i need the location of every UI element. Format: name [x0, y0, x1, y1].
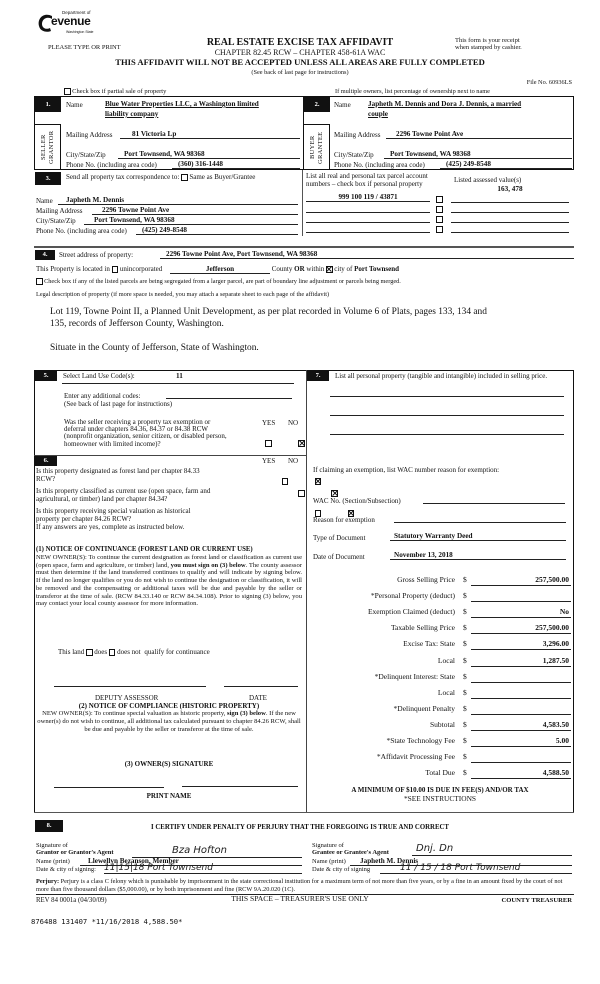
seller-name-cont[interactable]: liability company: [105, 110, 159, 118]
buyer-phone-label: Phone No. (including area code): [334, 161, 425, 169]
currency-symbol: $: [463, 687, 467, 697]
does-label: does: [94, 648, 108, 656]
section-3-bottom-rule: [34, 246, 574, 248]
reason-input[interactable]: [394, 513, 566, 523]
agency-logo-text: evenue: [51, 14, 91, 28]
seller-phone-label: Phone No. (including area code): [66, 161, 157, 169]
same-as-buyer-label: Same as Buyer/Grantee: [189, 173, 256, 181]
exemption-claim-label: If claiming an exemption, list WAC number reason for exemption:: [313, 466, 500, 474]
amount-value[interactable]: 257,500.00: [471, 624, 571, 634]
parcel-number[interactable]: 999 100 119 / 43871: [306, 193, 430, 202]
assessed-header: Listed assessed value(s): [454, 176, 522, 184]
amount-value[interactable]: [471, 753, 571, 763]
city-of-label: city of: [334, 265, 353, 273]
agency-line2: Washington State: [66, 30, 94, 34]
correspondence-name[interactable]: Japheth M. Dennis: [58, 196, 298, 205]
assessed-value[interactable]: 163, 478: [451, 185, 569, 203]
amount-row: [305, 576, 573, 587]
wac-input[interactable]: [423, 494, 565, 504]
or-label: OR: [294, 265, 305, 273]
personal-property-checkbox[interactable]: [436, 206, 443, 213]
perjury-certification: I CERTIFY UNDER PENALTY OF PERJURY THAT THE FOREGOING IS TRUE AND CORRECT: [151, 824, 449, 831]
correspondence-text: Send all property tax correspondence to:: [66, 173, 180, 181]
forest-no-checkbox[interactable]: [315, 478, 322, 485]
perjury-text: Perjury is a class C felony which is punishable by imprisonment in the state correctional institution for a maximum term of not more than five years, or by a fine in an amount fixed by the court of not more than five thousand dollars ($5,000.00), or by both imprisonment and fine (RCW 9A.20.020 (1C).: [36, 878, 563, 893]
same-as-buyer-checkbox[interactable]: [181, 174, 188, 181]
seller-side-tab: [35, 124, 61, 170]
legal-description-3: Situate in the County of Jefferson, State of Washington.: [50, 343, 259, 353]
s6-question-2: [36, 487, 264, 503]
form-title: REAL ESTATE EXCISE TAX AFFIDAVIT: [206, 37, 394, 48]
current-use-no-checkbox[interactable]: [331, 490, 338, 497]
s6-q3-line2: property per chapter 84.26 RCW?: [36, 515, 132, 524]
seller-city-label: City/State/Zip: [66, 151, 106, 159]
currency-symbol: $: [463, 655, 467, 665]
parcel-row: [306, 223, 572, 233]
grantor-print-name[interactable]: Llewellyn Bezanson, Member: [80, 857, 302, 866]
perjury-label: Perjury:: [36, 878, 60, 885]
amount-row: [305, 689, 573, 700]
does-checkbox[interactable]: [86, 649, 93, 656]
notice2-text-bold: sign (3) below: [227, 710, 266, 717]
amount-value[interactable]: 1,287.50: [471, 657, 571, 667]
grantor-date-label: Date & city of signing:: [36, 866, 96, 873]
currency-symbol: $: [463, 591, 467, 601]
currency-symbol: $: [463, 768, 467, 778]
grantee-signature[interactable]: Dnj. Dn: [412, 843, 572, 856]
parcel-number[interactable]: [306, 203, 430, 213]
this-land-label: This land: [58, 648, 85, 656]
personal-property-line-2[interactable]: [330, 408, 564, 416]
s6-question-3: [36, 507, 264, 531]
s6-question-1: [36, 467, 256, 483]
treasurer-stamp: 876488 131407 *11/16/2018 4,588.50*: [31, 917, 183, 926]
s6-q3-line1: Is this property receiving special valuation as historical: [36, 507, 191, 515]
wac-label: WAC No. (Section/Subsection): [313, 497, 401, 505]
segregated-row: [36, 278, 401, 285]
property-city: Port Townsend: [354, 265, 400, 273]
see-instructions: *SEE INSTRUCTIONS: [403, 794, 477, 803]
seller-name-label: Name: [66, 101, 83, 109]
correspondence-phone[interactable]: (425) 249-8548: [136, 226, 298, 235]
treasurer-space-label: THIS SPACE – TREASURER'S USE ONLY: [231, 894, 369, 903]
section-3-divider: [302, 170, 303, 236]
currency-symbol: $: [463, 736, 467, 745]
amount-label: Gross Selling Price: [397, 575, 455, 584]
legal-description-1: Lot 119, Towne Point II, a Planned Unit Development, as per plat recorded in Volume 6 of Plats, pages 133, 134 and: [50, 307, 487, 317]
amount-value[interactable]: 3,296.00: [471, 640, 571, 650]
personal-property-checkbox[interactable]: [436, 196, 443, 203]
section-5-badge: 5.: [35, 371, 57, 381]
personal-property-line-1[interactable]: [330, 389, 564, 397]
amount-value[interactable]: [471, 673, 571, 683]
buyer-mailing[interactable]: 2296 Towne Point Ave: [386, 130, 572, 139]
print-name-label: PRINT NAME: [146, 792, 192, 800]
grantee-date-city[interactable]: 11 / 15 / 18 Port Townsend: [380, 863, 572, 874]
perjury-notice: [36, 878, 574, 895]
section-3-badge: 3.: [35, 172, 61, 185]
currency-symbol: $: [463, 703, 467, 713]
buyer-phone[interactable]: (425) 249-8548: [440, 160, 572, 169]
grantee-name-label: Name (print): [312, 858, 346, 865]
doc-date[interactable]: November 13, 2018: [390, 551, 566, 560]
seller-city[interactable]: Port Townsend, WA 98368: [118, 150, 300, 159]
exemption-question-3: (nonprofit organization, senior citizen, or disabled person,: [64, 432, 227, 440]
section-8-top-rule: [34, 812, 574, 813]
county-label: County: [271, 265, 293, 273]
grantee-print-name[interactable]: Japheth M. Dennis: [350, 857, 572, 866]
s6-q2-line1: Is this property classified as current use (open space, farm and: [36, 487, 211, 495]
grantor-signature[interactable]: Bza Hofton: [132, 845, 302, 858]
notice1-text-b: . The county assessor must then determine if the land transferred continues to qualify and will indicate by signing below. If the land no longer qualifies or you do not wish to continue the designation or classification, it will be removed and the compensating or additional taxes will be due and payable by the seller or transferor at the time of sale. (RCW 84.33.140 or RCW 84.34.108). Prior to signing (3) below, you may contact your local county assessor for more information.: [36, 561, 302, 608]
unincorporated-checkbox[interactable]: [112, 266, 119, 273]
please-type-label: PLEASE TYPE OR PRINT: [48, 44, 121, 51]
multiple-owners-note: If multiple owners, list percentage of ownership next to name: [335, 88, 490, 95]
section-2-badge: 2.: [304, 97, 330, 112]
current-use-yes-checkbox[interactable]: [298, 490, 305, 497]
notice2-text-b: . If the new owner(s) do not wish to continue, all additional tax calculated pursuant to chapter 84.26 RCW, shall be due and payable by the seller or transferor at the time of sale.: [37, 710, 301, 733]
file-number: File No. 60936LS: [526, 79, 572, 86]
amount-label: Taxable Selling Price: [390, 623, 455, 633]
amount-row: [305, 608, 573, 619]
no-header: NO: [288, 419, 299, 427]
amount-value[interactable]: No: [471, 608, 571, 618]
partial-sale-label: Check box if partial sale of property: [72, 88, 167, 95]
amount-label: Local: [437, 655, 455, 665]
buyer-label: BUYER: [308, 135, 316, 160]
section-1-badge: 1.: [35, 97, 61, 112]
section-4-badge: 4.: [35, 250, 55, 260]
assessed-value[interactable]: [451, 203, 569, 213]
correspondence-name-label: Name: [36, 197, 53, 205]
county-treasurer-label: COUNTY TREASURER: [501, 897, 572, 904]
parcel-header-2: numbers – check box if personal property: [306, 180, 423, 188]
buyer-name-cont[interactable]: couple: [368, 110, 388, 118]
grantee-sig-label-1: Signature of: [312, 842, 344, 849]
notice2-text: [36, 710, 302, 733]
seller-label: SELLER: [39, 134, 47, 161]
seller-phone[interactable]: (360) 316-1448: [172, 160, 300, 169]
deputy-assessor-label: DEPUTY ASSESSOR: [95, 694, 159, 702]
does-not-label: does not: [117, 648, 141, 656]
owner-signature-label: (3) OWNER(S) SIGNATURE: [124, 760, 214, 768]
buyer-name-label: Name: [334, 101, 351, 109]
correspondence-phone-label: Phone No. (including area code): [36, 227, 127, 235]
notice1-title: (1) NOTICE OF CONTINUANCE (FOREST LAND OR CURRENT USE): [36, 546, 253, 553]
reason-label: Reason for exemption: [313, 516, 375, 524]
amount-label: *Delinquent Interest: State: [374, 671, 455, 681]
parcel-number[interactable]: [306, 213, 430, 223]
amount-label: Subtotal: [429, 719, 455, 729]
owner-signature-line[interactable]: [54, 787, 164, 788]
warning-banner: THIS AFFIDAVIT WILL NOT BE ACCEPTED UNLESS ALL AREAS ARE FULLY COMPLETED: [115, 57, 485, 67]
amount-label: Excise Tax: State: [403, 639, 455, 649]
amount-value[interactable]: [471, 689, 571, 699]
segregated-checkbox[interactable]: [36, 278, 43, 285]
partial-sale-checkbox[interactable]: [64, 88, 71, 95]
receipt-note-2: when stamped by cashier.: [455, 44, 522, 51]
amount-row: [305, 737, 573, 748]
additional-codes-input[interactable]: [166, 390, 292, 399]
amount-row: [305, 705, 573, 716]
partial-sale-row: [64, 88, 166, 95]
exemption-question-4: homeowner with limited income)?: [64, 440, 161, 448]
amount-value[interactable]: 257,500.00: [471, 576, 571, 586]
agency-line1: Department of: [62, 10, 91, 15]
amount-label: Exemption Claimed (deduct): [367, 607, 455, 617]
additional-codes-label: Enter any additional codes:: [64, 392, 141, 400]
located-in-label: This Property is located in: [36, 265, 110, 273]
forest-yes-checkbox[interactable]: [282, 478, 289, 485]
grantor-date-city[interactable]: 11|15|18 Port Townsend: [104, 863, 302, 874]
unincorporated-label: unincorporated: [119, 265, 163, 273]
currency-symbol: $: [463, 607, 467, 617]
amount-row: [305, 592, 573, 603]
continuance-row: [58, 648, 210, 656]
currency-symbol: $: [463, 575, 467, 584]
doc-type-label: Type of Document: [313, 534, 366, 542]
assessor-date-line[interactable]: [224, 686, 298, 687]
personal-property-line-3[interactable]: [330, 427, 564, 435]
section-8-badge: 8.: [35, 820, 63, 832]
grantee-date-label: Date & city of signing: [312, 866, 371, 873]
notice1-text-a: NEW OWNER(S): To continue the current designation as forest land or classification as current use (open space, farm and agriculture, or timber) land,: [36, 554, 302, 569]
assessed-value[interactable]: [451, 213, 569, 223]
notice2-title: (2) NOTICE OF COMPLIANCE (HISTORIC PROPERTY): [78, 702, 260, 710]
grantor-name-label: Name (print): [36, 858, 70, 865]
parcel-row: [306, 213, 572, 223]
s6-if-yes-note: If any answers are yes, complete as instructed below.: [36, 523, 185, 532]
section-7-badge: 7.: [307, 371, 329, 381]
revenue-logo: [36, 10, 96, 36]
currency-symbol: $: [463, 671, 467, 681]
seller-mailing[interactable]: 81 Victoria Lp: [120, 130, 300, 139]
s6-q2-line2: agricultural, or timber) land per chapter 84.34?: [36, 495, 168, 504]
buyer-city-label: City/State/Zip: [334, 151, 374, 159]
receipt-note-1: This form is your receipt: [455, 37, 520, 44]
minimum-due-note: A MINIMUM OF $10.00 IS DUE IN FEE(S) AND/OR TAX: [351, 786, 529, 794]
within-label: within: [306, 265, 325, 273]
personal-property-label: List all personal property (tangible and intangible) included in selling price.: [335, 372, 548, 380]
form-subtitle: CHAPTER 82.45 RCW – CHAPTER 458-61A WAC: [214, 48, 386, 57]
s6-q1-line1: Is this property designated as forest land per chapter 84.33: [36, 467, 200, 475]
legal-description-label: Legal description of property (if more space is needed, you may attach a separate sheet to each page of the affidavit): [36, 291, 330, 298]
grantee-label: GRANTEE: [317, 131, 324, 164]
notice2-text-a: NEW OWNER(S): To continue special valuation as historic property,: [42, 710, 228, 717]
exemption-yes-checkbox[interactable]: [265, 440, 272, 447]
s6-no-header: NO: [288, 457, 299, 465]
correspondence-label: [66, 173, 255, 181]
exemption-question-2: deferral under chapters 84.36, 84.37 or 84.38 RCW: [64, 425, 209, 433]
grantor-label: GRANTOR: [48, 130, 55, 165]
correspondence-city[interactable]: Port Townsend, WA 98368: [84, 216, 298, 225]
does-not-checkbox[interactable]: [109, 649, 116, 656]
city-checkbox[interactable]: [326, 266, 333, 273]
currency-symbol: $: [463, 752, 467, 762]
additional-codes-note: (See back of last page for instructions): [64, 400, 173, 408]
amount-label: Total Due: [425, 768, 455, 778]
amount-row: [305, 657, 573, 668]
amount-row: [305, 753, 573, 764]
seller-mailing-label: Mailing Address: [66, 131, 113, 139]
currency-symbol: $: [463, 719, 467, 729]
segregated-label: Check box if any of the listed parcels are being segregated from a larger parcel, are part of boundary line adjustment or parcels being merged.: [44, 278, 401, 285]
land-use-code[interactable]: 11: [176, 372, 183, 380]
parcel-row: [306, 185, 572, 203]
deputy-assessor-line[interactable]: [54, 686, 206, 687]
amount-value[interactable]: 5.00: [471, 737, 571, 747]
amount-value[interactable]: [471, 592, 571, 602]
correspondence-mailing[interactable]: 2296 Towne Point Ave: [92, 206, 298, 215]
parcel-header-1: List all real and personal tax parcel account: [306, 172, 428, 180]
legal-description-2: 135, records of Jefferson County, Washington.: [50, 319, 224, 329]
amount-label: *Affidavit Processing Fee: [376, 752, 455, 762]
amount-row: [305, 624, 573, 635]
amount-value[interactable]: [471, 705, 571, 715]
amount-row: [305, 721, 573, 732]
owner-print-name-line[interactable]: [182, 786, 298, 787]
buyer-name[interactable]: Japheth M. Dennis and Dora J. Dennis, a married: [368, 100, 522, 108]
qualify-label: qualify for continuance: [144, 648, 210, 656]
buyer-mailing-label: Mailing Address: [334, 131, 381, 139]
doc-type[interactable]: Statutory Warranty Deed: [390, 532, 566, 541]
notice1-text-bold: you must sign on (3) below: [170, 561, 246, 569]
personal-property-checkbox[interactable]: [436, 216, 443, 223]
correspondence-mailing-label: Mailing Address: [36, 207, 83, 215]
location-row: [36, 265, 576, 274]
amount-row: [305, 673, 573, 684]
section-5-bottom-rule: [34, 455, 306, 456]
amount-label: *State Technology Fee: [386, 736, 455, 745]
personal-property-checkbox[interactable]: [436, 226, 443, 233]
land-use-line: [62, 383, 294, 384]
assessed-value[interactable]: [451, 223, 569, 233]
doc-date-label: Date of Document: [313, 553, 365, 561]
currency-symbol: $: [463, 639, 467, 649]
buyer-city[interactable]: Port Townsend, WA 98368: [384, 150, 572, 159]
amount-label: Local: [437, 687, 455, 697]
grantee-sig-label-2: Grantee or Grantee's Agent: [312, 849, 389, 856]
currency-symbol: $: [463, 623, 467, 633]
parcel-number[interactable]: [306, 223, 430, 233]
section-6-badge: 6.: [35, 456, 57, 466]
amount-row: [305, 640, 573, 651]
grantor-sig-label-1: Signature of: [36, 842, 68, 849]
street-label: Street address of property:: [59, 251, 134, 259]
amount-row: [305, 769, 573, 780]
grantor-sig-label-2: Grantor or Grantor's Agent: [36, 849, 114, 856]
s6-q1-line2: RCW?: [36, 475, 56, 484]
form-revision: REV 84 0001a (04/30/09): [36, 897, 107, 904]
amount-label: *Delinquent Penalty: [393, 703, 455, 713]
amount-value[interactable]: 4,588.50: [471, 769, 571, 779]
s6-yes-header: YES: [262, 457, 276, 465]
amount-label: *Personal Property (deduct): [370, 591, 455, 601]
yes-header: YES: [262, 419, 276, 427]
property-street[interactable]: 2296 Towne Point Ave, Port Townsend, WA 98368: [160, 250, 574, 259]
assessor-date-label: DATE: [249, 694, 267, 702]
land-use-label: Select Land Use Code(s):: [63, 372, 135, 380]
correspondence-city-label: City/State/Zip: [36, 217, 76, 225]
see-back-note: (See back of last page for instructions): [251, 69, 349, 76]
seller-name[interactable]: Blue Water Properties LLC, a Washington limited: [105, 100, 259, 108]
exemption-question-1: Was the seller receiving a property tax exemption or: [64, 418, 211, 426]
exemption-no-checkbox[interactable]: [298, 440, 305, 447]
amount-value[interactable]: 4,583.50: [471, 721, 571, 731]
county-name[interactable]: Jefferson: [170, 265, 270, 274]
buyer-side-tab: [304, 124, 330, 170]
notice1-text: [36, 554, 302, 608]
parcel-row: [306, 203, 572, 213]
